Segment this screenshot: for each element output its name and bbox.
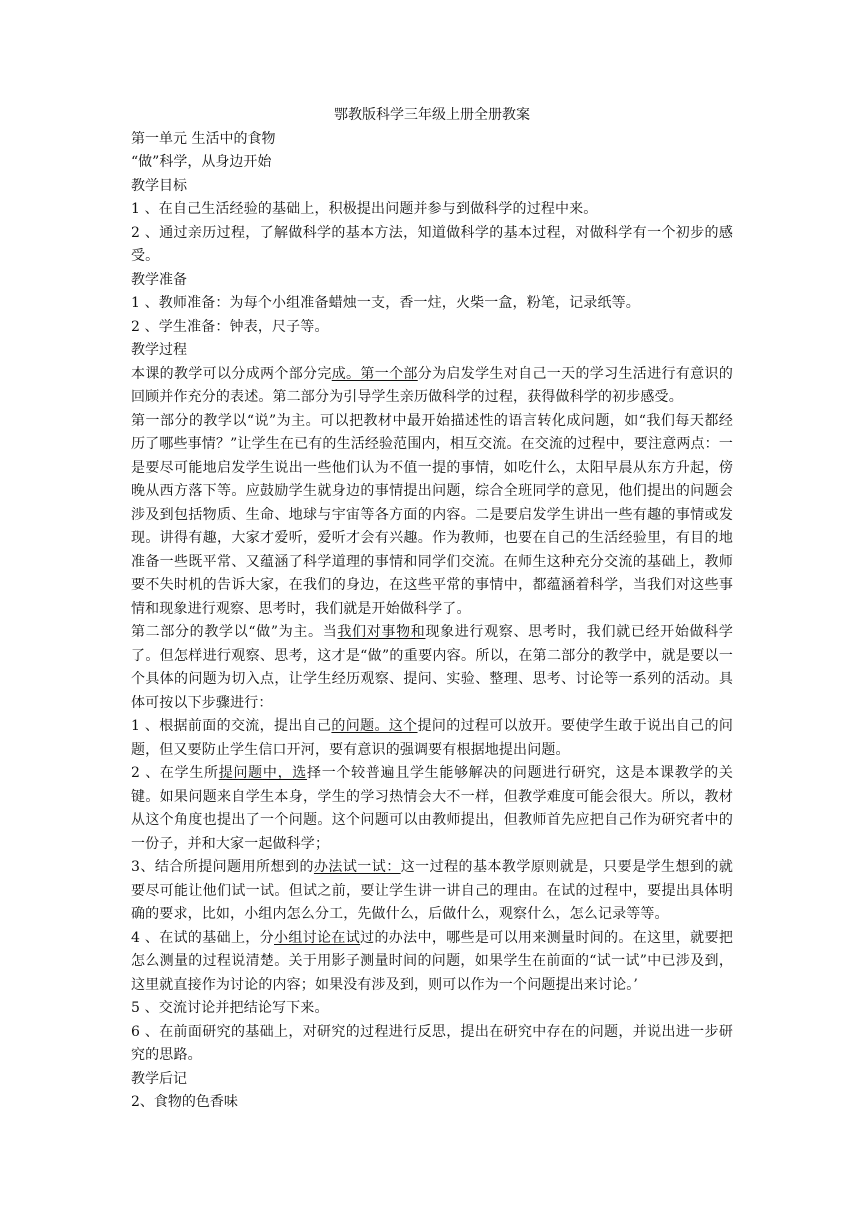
step4-text-b: 过的办法中，哪些是可以用来测量时间的。在这里，就要把怎么测量的过程说清楚。关于用影子测量时间的问题，如果学生在前面的“试一试”中已涉及到，这里就直接作为讨论的内容；如果没有涉及到，则可以作为一个问题提出来讨论。’	[131, 929, 733, 993]
part2-text-b: 现象进行观察、思考时，我们就已经开始做科学了。但怎样进行观察、思考，这才是“做”的重要内容。所以，在第二部分的教学中，就是要以一个具体的问题为切入点，让学生经历观察、提问、实验、整理、思考、讨论等一系列的活动。具体可按以下步骤进行：	[131, 624, 733, 711]
intro-text-b: 分为启发学生对自己一天的学习生活进行有意识的回顾并作充分的表述。第二部分为引导学生亲历做科学的过程，获得做科学的初步感受。	[131, 365, 733, 405]
next-lesson-title: 2、食物的色香味	[131, 1094, 238, 1110]
step2-text-b: 择一个较普遍且学生能够解决的问题进行研究，这是本课教学的关键。如果问题来自学生本身，学生的学习热情会大不一样，但教学难度可能会很大。所以，教材从这个角度也提出了一个问题。这个问题可以由教师提出，但教师首先应把自己作为研究者中的一份子，并和大家一起做科学；	[131, 765, 733, 852]
objective-item-1: 1 、在自己生活经验的基础上，积极提出问题并参与到做科学的过程中来。	[131, 201, 598, 217]
afterword-heading: 教学后记	[131, 1070, 187, 1087]
objectives-heading: 教学目标	[131, 177, 187, 194]
step3-text-a: 3、结合所提问题用所想到的	[131, 859, 314, 875]
step-6-paragraph: 6 、在前面研究的基础上，对研究的过程进行反思，提出在研究中存在的问题，并说出进一步研究的思路。	[131, 1023, 733, 1063]
step-2-paragraph	[131, 762, 733, 856]
step1-underlined-text: 的问题。这个	[331, 718, 418, 734]
step-5-paragraph: 5 、交流讨论并把结论写下来。	[131, 1000, 329, 1016]
intro-text-a: 本课的教学可以分成两个部分完	[131, 365, 332, 382]
preparation-item-2: 2 、学生准备：钟表，尺子等。	[131, 318, 329, 335]
objective-item-2: 2 、通过亲历过程，了解做科学的基本方法，知道做科学的基本过程，对做科学有一个初步的感受。	[131, 224, 733, 264]
process-heading: 教学过程	[131, 342, 187, 358]
step3-underlined-text: 办法试一试：	[313, 859, 401, 875]
step-4-paragraph	[131, 927, 733, 998]
unit-title: 第一单元 生活中的食物	[131, 130, 276, 147]
lesson-title: “做”科学，从身边开始	[131, 154, 272, 170]
document-page	[131, 104, 733, 1115]
step-1-paragraph	[131, 715, 733, 762]
document-title: 鄂教版科学三年级上册全册教案	[334, 107, 530, 123]
part2-underlined-text: 我们对事物和	[337, 624, 426, 640]
step1-text-b: 提问的过程可以放开。要使学生敢于说出自己的问题，但又要防止学生信口开河，要有意识的强调要有根据地提出问题。	[131, 718, 733, 758]
intro-underlined-text: 成。第一个部	[331, 365, 418, 382]
step4-text-a: 4 、在试的基础上，分	[131, 929, 274, 946]
step2-text-a: 2 、在学生所	[131, 765, 219, 781]
step2-underlined-text: 提问题中，选	[218, 765, 308, 781]
process-intro-paragraph	[131, 363, 733, 410]
step-3-paragraph	[131, 856, 733, 927]
preparation-item-1: 1 、教师准备：为每个小组准备蜡烛一支，香一炷，火柴一盒，粉笔，记录纸等。	[131, 295, 640, 311]
preparation-heading: 教学准备	[131, 271, 187, 288]
part2-text-a: 第二部分的教学以“做”为主。当	[131, 624, 338, 640]
process-part1-paragraph: 第一部分的教学以“说”为主。可以把教材中最开始描述性的语言转化成问题，如“我们每天都经历了哪些事情？”让学生在已有的生活经验范围内，相互交流。在交流的过程中，要注意两点：一是要尽可能地启发学生说出一些他们认为不值一提的事情，如吃什么，太阳早晨从东方升起，傍晚从西方落下等。应鼓励学生就身边的事情提出问题，综合全班同学的意见，他们提出的问题会涉及到包括物质、生命、地球与宇宙等各方面的内容。二是要启发学生讲出一些有趣的事情或发现。讲得有趣，大家才爱听，爱听才会有兴趣。作为教师，也要在自己的生活经验里，有目的地准备一些既平常、又蕴涵了科学道理的事情和同学们交流。在师生这种充分交流的基础上，教师要不失时机的告诉大家，在我们的身边，在这些平常的事情中，都蕴涵着科学，当我们对这些事情和现象进行观察、思考时，我们就是开始做科学了。	[131, 412, 733, 617]
step3-text-b: 这一过程的基本教学原则就是，只要是学生想到的就要尽可能让他们试一试。但试之前，要让学生讲一讲自己的理由。在试的过程中，要提出具体明确的要求，比如，小组内怎么分工，先做什么，后做什么，观察什么，怎么记录等等。	[131, 859, 734, 922]
step1-text-a: 1 、根据前面的交流，提出自己	[131, 718, 332, 734]
step4-underlined-text: 小组讨论在试	[274, 929, 361, 946]
process-part2-paragraph	[131, 621, 733, 715]
